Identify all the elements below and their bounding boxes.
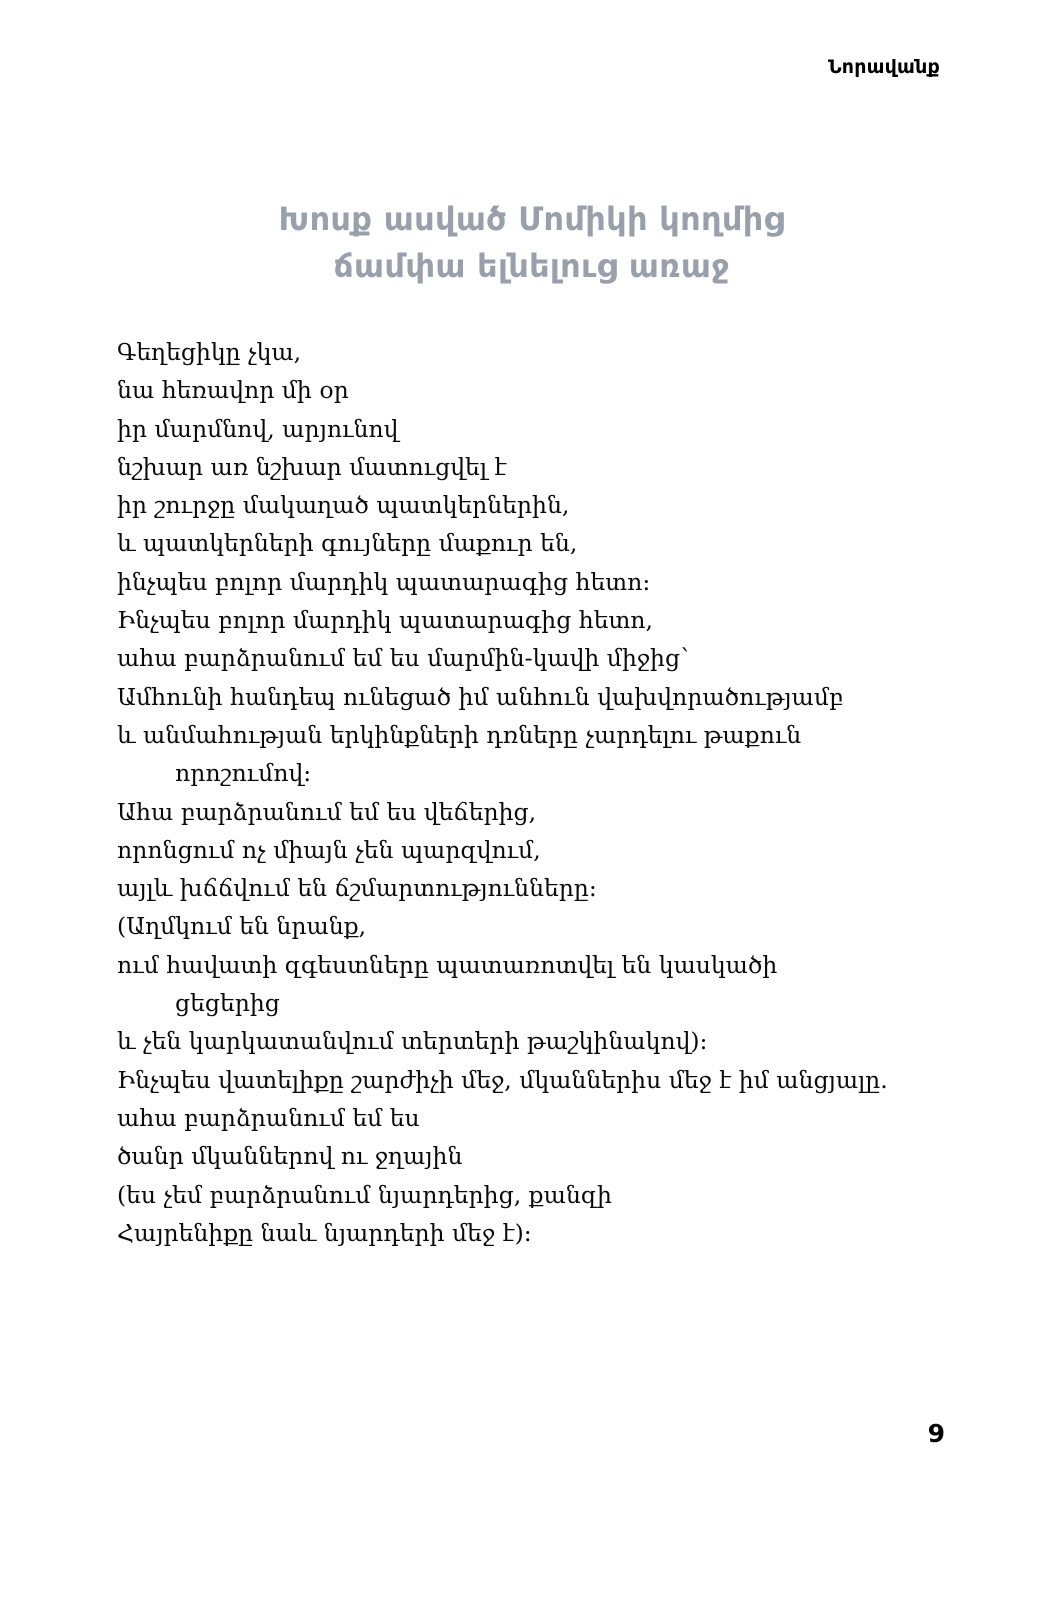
poem-line: և անմահության երկինքների դռները չարդելու թաքուն (117, 720, 802, 749)
poem-line: Ինչպես բոլոր մարդիկ պատարագից հետո, (117, 606, 654, 635)
poem-line: որոշումով: (175, 759, 312, 788)
poem-line: ում հավատի զգեստները պատառոտվել են կասկածի (117, 950, 778, 979)
poem-line: իր շուրջը մակաղած պատկերներին, (117, 491, 570, 520)
page-title-line-2: ճամփա ելնելուց առաջ (333, 247, 730, 285)
poem-line: (ես չեմ բարձրանում նյարդերից, քանզի (117, 1180, 612, 1209)
running-head: Նորավանք (828, 56, 940, 78)
poem-line: ինչպես բոլոր մարդիկ պատարագից հետո: (117, 567, 651, 596)
poem-line: Ամհունի հանդեպ ունեցած իմ անհուն վախվորածությամբ (117, 682, 844, 711)
poem-line: նշխար առ նշխար մատուցվել է (117, 452, 507, 481)
poem-line: ահա բարձրանում եմ ես (117, 1103, 420, 1132)
poem-line: իր մարմնով, արյունով (117, 414, 399, 443)
page-number: 9 (927, 1419, 945, 1448)
poem-line: (Աղմկում են նրանք, (117, 912, 367, 941)
poem-line: որոնցում ոչ միայն չեն պարզվում, (117, 835, 541, 864)
poem-line: նա հեռավոր մի օր (117, 376, 349, 405)
poem-line: Հայրենիքը նաև նյարդերի մեջ է): (117, 1218, 532, 1247)
page-title-line-1: Խոսք ասված Մոմիկի կողմից (278, 200, 785, 238)
poem-line: Ինչպես վատելիքը շարժիչի մեջ, մկաններիս մեջ է իմ անցյալը. (117, 1065, 888, 1094)
poem-line: և պատկերների գույները մաքուր են, (117, 529, 578, 558)
poem-line: այլև խճճվում են ճշմարտությունները: (117, 874, 597, 903)
poem-line: և չեն կարկատանվում տերտերի թաշկինակով): (117, 1027, 708, 1056)
poem-line: ահա բարձրանում եմ ես մարմին-կավի միջից՝ (117, 644, 689, 673)
poem-line: ծանր մկաններով ու ջղային (117, 1142, 463, 1171)
poem-line: Ահա բարձրանում եմ ես վեճերից, (117, 797, 537, 826)
poem-body (117, 333, 997, 1252)
poem-line: ցեցերից (175, 989, 280, 1018)
poem-line: Գեղեցիկը չկա, (117, 338, 302, 366)
page-title (0, 196, 1063, 290)
